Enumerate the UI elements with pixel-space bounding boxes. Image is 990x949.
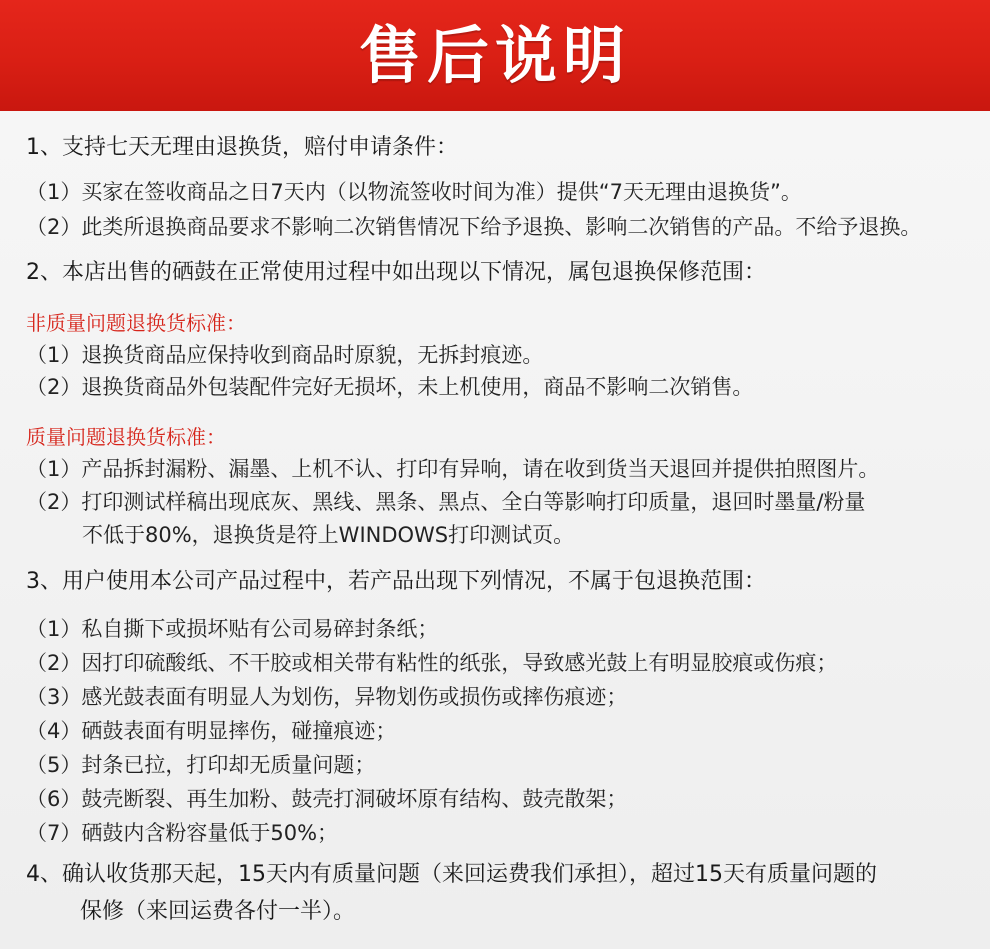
section-2-heading: 2、本店出售的硒鼓在正常使用过程中如出现以下情况，属包退换保修范围： [26,260,766,285]
quality-standard-title: 质量问题退换货标准： [26,425,226,449]
section-4-line-1: 4、确认收货那天起，15天内有质量问题（来回运费我们承担），超过15天有质量问题的 [26,862,877,887]
quality-item-2-continuation: 不低于80%，退换货是符上WINDOWS打印测试页。 [82,523,575,547]
section-1-heading: 1、支持七天无理由退换货，赔付申请条件： [26,135,458,160]
exclusion-item-6: （6）鼓壳断裂、再生加粉、鼓壳打洞破坏原有结构、鼓壳散架； [26,787,628,811]
exclusion-item-1: （1）私自撕下或损坏贴有公司易碎封条纸； [26,617,439,641]
section-4-line-2: 保修（来回运费各付一半）。 [80,899,356,924]
nonquality-standard-title: 非质量问题退换货标准： [26,311,246,335]
section-3-heading: 3、用户使用本公司产品过程中，若产品出现下列情况，不属于包退换范围： [26,569,766,594]
nonquality-item-1: （1）退换货商品应保持收到商品时原貌，无拆封痕迹。 [26,343,544,367]
section-1-item-2: （2）此类所退换商品要求不影响二次销售情况下给予退换、影响二次销售的产品。不给予退换。 [26,215,922,239]
section-1-item-1: （1）买家在签收商品之日7天内（以物流签收时间为准）提供“7天无理由退换货”。 [26,180,802,204]
exclusion-item-2: （2）因打印硫酸纸、不干胶或相关带有粘性的纸张，导致感光鼓上有明显胶痕或伤痕； [26,651,838,675]
quality-item-1: （1）产品拆封漏粉、漏墨、上机不认、打印有异响，请在收到货当天退回并提供拍照图片。 [26,457,880,481]
exclusion-item-3: （3）感光鼓表面有明显人为划伤，异物划伤或损伤或摔伤痕迹； [26,685,628,709]
exclusion-item-5: （5）封条已拉，打印却无质量问题； [26,753,376,777]
quality-item-2: （2）打印测试样稿出现底灰、黑线、黑条、黑点、全白等影响打印质量，退回时墨量/粉量 [26,490,866,514]
header-banner [0,0,990,111]
exclusion-item-4: （4）硒鼓表面有明显摔伤，碰撞痕迹； [26,719,397,743]
nonquality-item-2: （2）退换货商品外包装配件完好无损坏，未上机使用，商品不影响二次销售。 [26,375,754,399]
exclusion-item-7: （7）硒鼓内含粉容量低于50%； [26,821,339,845]
banner-title: 售后说明 [358,18,631,92]
